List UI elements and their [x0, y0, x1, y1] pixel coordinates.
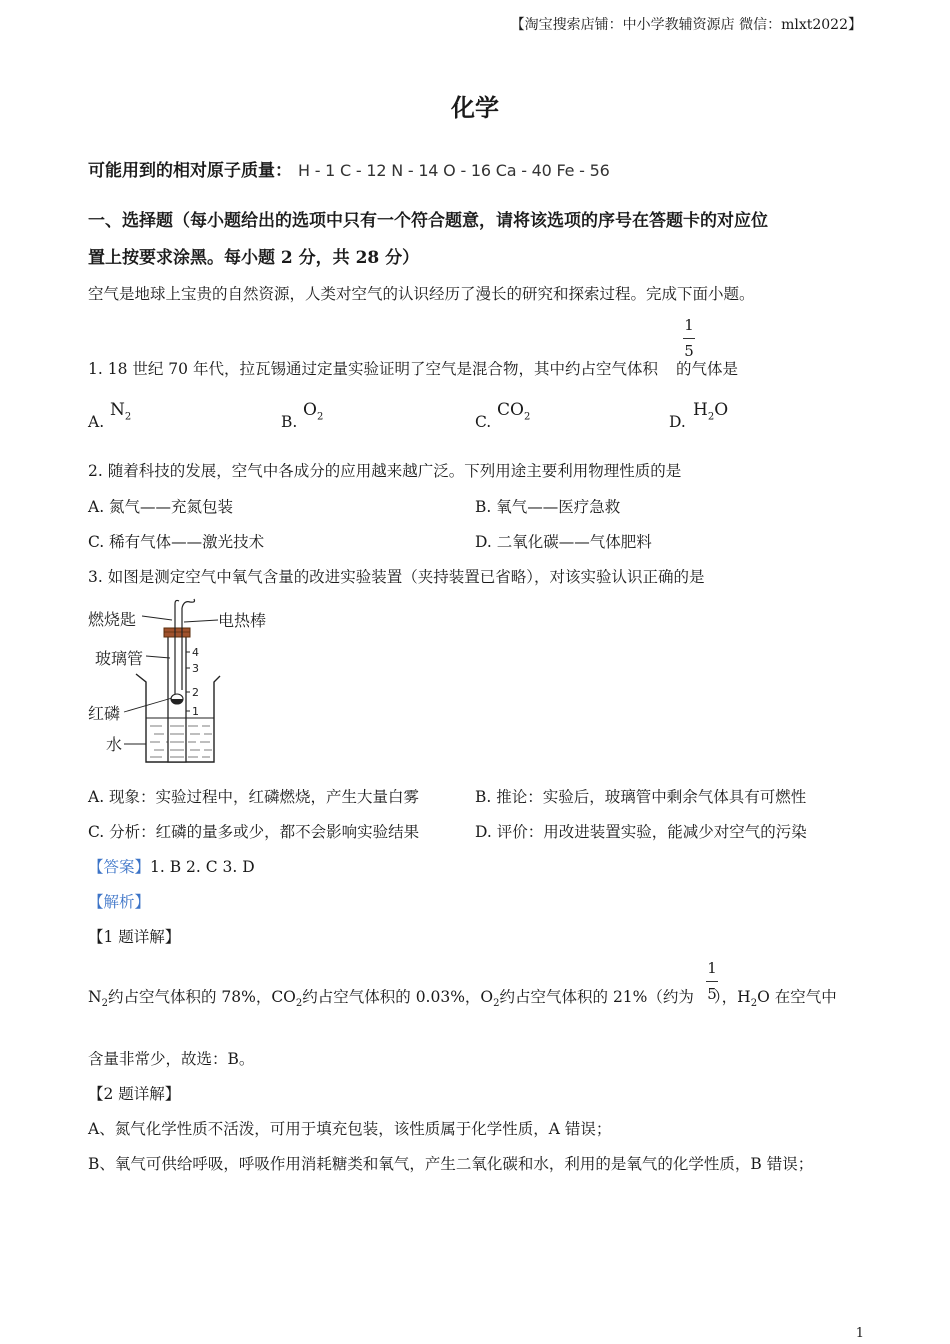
- detail-1-paragraph: $N_2$约占空气体积的 78%，$CO_2$约占空气体积的 0.03%，$O_2$约占空气体积的 21%（约为 ），$H_2O$ 在空气中: [88, 988, 837, 1010]
- scale-3: 3: [192, 662, 199, 675]
- label-water: 水: [106, 735, 123, 754]
- intro-text: 空气是地球上宝贵的自然资源，人类对空气的认识经历了漫长的研究和探索过程。完成下面小题。: [88, 285, 755, 303]
- q1-stem-text: 1. 18 世纪 70 年代，拉瓦锡通过定量实验证明了空气是混合物，其中约占空气体积: [88, 360, 658, 378]
- q1-fraction: [683, 316, 695, 360]
- atomic-masses-line: [88, 156, 610, 181]
- page-title: 化学: [451, 93, 499, 122]
- label-red-phosphorus: 红磷: [88, 704, 121, 723]
- detail-2-item-b: B、氧气可供给呼吸，呼吸作用消耗糖类和氧气，产生二氧化碳和水，利用的是氧气的化学性质，B 错误；: [88, 1155, 814, 1173]
- option-letter: D.: [669, 413, 686, 431]
- label-combustion-spoon: 燃烧匙: [88, 610, 137, 629]
- section-heading-line2: 置上按要求涂黑。每小题 2 分，共 28 分）: [88, 248, 420, 268]
- q1-fraction-numerator: 1: [684, 316, 694, 334]
- q3-option-b: B. 推论：实验后，玻璃管中剩余气体具有可燃性: [475, 788, 807, 806]
- detail-1-fraction-denominator: 5: [707, 985, 717, 1003]
- apparatus-figure: [84, 596, 294, 771]
- answer-text: 1. B 2. C 3. D: [150, 858, 255, 876]
- q1-stem: [88, 357, 738, 379]
- q2-option-c: C. 稀有气体——激光技术: [88, 533, 265, 551]
- scale-2: 2: [192, 686, 199, 699]
- formula: $H_2O$: [693, 400, 729, 423]
- detail-1-heading: 【1 题详解】: [88, 928, 181, 946]
- q3-option-d: D. 评价：用改进装置实验，能减少对空气的污染: [475, 823, 807, 841]
- q3-option-a: A. 现象：实验过程中，红磷燃烧，产生大量白雾: [88, 788, 420, 806]
- formula: $CO_2$: [497, 400, 531, 423]
- q2-stem: 2. 随着科技的发展，空气中各成分的应用越来越广泛。下列用途主要利用物理性质的是: [88, 462, 682, 480]
- scale-4: 4: [192, 646, 199, 659]
- answer-line: [88, 855, 255, 877]
- fraction-bar: [683, 338, 695, 339]
- fraction-bar: [706, 981, 718, 982]
- q2-option-d: D. 二氧化碳——气体肥料: [475, 533, 652, 551]
- option-letter: B.: [281, 413, 298, 431]
- section-heading-line1: 一、选择题（每小题给出的选项中只有一个符合题意，请将该选项的序号在答题卡的对应位: [88, 211, 768, 231]
- option-letter: A.: [88, 413, 105, 431]
- page-number: 1: [855, 1326, 864, 1341]
- q1-fraction-denominator: 5: [684, 342, 694, 360]
- rubber-stopper: [164, 628, 190, 637]
- atomic-masses-values: H - 1 C - 12 N - 14 O - 16 Ca - 40 Fe - 56: [298, 161, 610, 180]
- label-heating-rod: 电热棒: [218, 611, 267, 630]
- detail-1-fraction-numerator: 1: [707, 959, 717, 977]
- detail-1-conclusion: 含量非常少，故选：B。: [88, 1050, 255, 1068]
- detail-2-item-a: A、氮气化学性质不活泼，可用于填充包装，该性质属于化学性质，A 错误；: [88, 1120, 612, 1138]
- q3-option-c: C. 分析：红磷的量多或少，都不会影响实验结果: [88, 823, 420, 841]
- option-letter: C.: [475, 413, 492, 431]
- atomic-masses-label: 可能用到的相对原子质量：: [88, 161, 292, 181]
- answer-tag: 【答案】: [88, 858, 151, 876]
- label-glass-tube: 玻璃管: [95, 649, 144, 668]
- formula: $N_2$: [110, 400, 132, 423]
- page-header: 【淘宝搜索店铺：中小学教辅资源店 微信：mlxt2022】: [510, 17, 862, 33]
- q3-stem: 3. 如图是测定空气中氧气含量的改进实验装置（夹持装置已省略），对该实验认识正确的是: [88, 568, 705, 586]
- q2-option-a: A. 氮气——充氮包装: [88, 498, 234, 516]
- detail-2-heading: 【2 题详解】: [88, 1085, 181, 1103]
- q1-stem-tail: 的气体是: [675, 360, 738, 378]
- q2-option-b: B. 氧气——医疗急救: [475, 498, 621, 516]
- formula: $O_2$: [303, 400, 324, 423]
- scale-1: 1: [192, 705, 199, 718]
- analysis-tag: 【解析】: [88, 893, 151, 911]
